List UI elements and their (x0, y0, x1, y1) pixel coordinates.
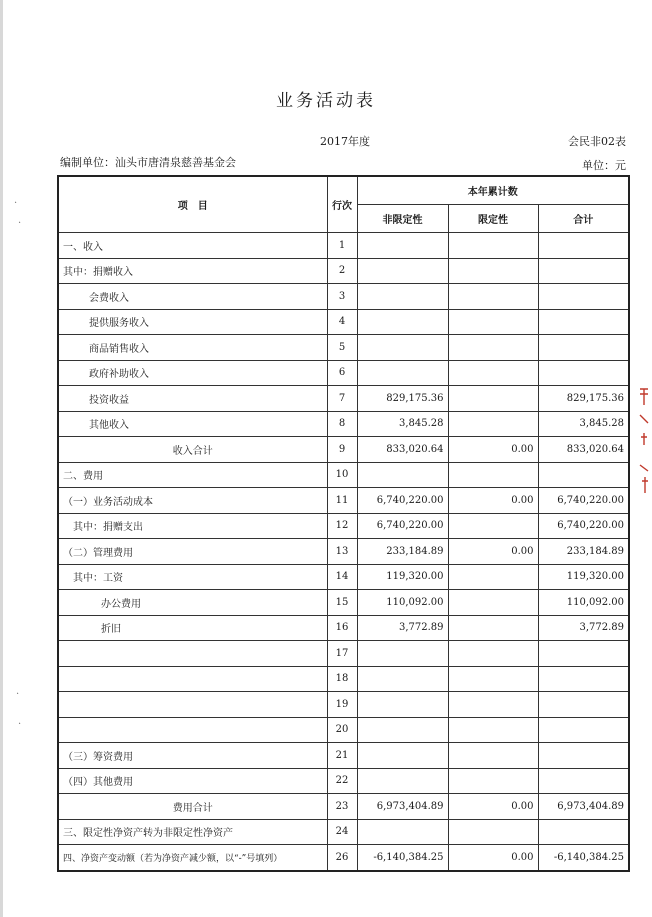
row-restricted: 0.00 (448, 539, 538, 565)
scan-edge (0, 0, 3, 917)
header-total: 合计 (538, 205, 629, 233)
row-unrestricted (357, 768, 448, 794)
row-line: 19 (327, 692, 357, 718)
row-restricted (448, 692, 538, 718)
row-restricted: 0.00 (448, 437, 538, 463)
row-total (538, 819, 629, 845)
table-row (58, 488, 629, 514)
row-restricted (448, 386, 538, 412)
row-label: （一）业务活动成本 (58, 488, 327, 514)
row-unrestricted: 3,845.28 (357, 411, 448, 437)
row-total: 833,020.64 (538, 437, 629, 463)
scan-mark: . (18, 716, 22, 727)
table-row (58, 386, 629, 412)
row-unrestricted: 119,320.00 (357, 564, 448, 590)
row-label: 办公费用 (58, 590, 327, 616)
row-unrestricted: 110,092.00 (357, 590, 448, 616)
row-unrestricted: 233,184.89 (357, 539, 448, 565)
row-line: 10 (327, 462, 357, 488)
row-total (538, 743, 629, 769)
row-label: （三）筹资费用 (58, 743, 327, 769)
row-unrestricted (357, 462, 448, 488)
table-row (58, 564, 629, 590)
row-line: 24 (327, 819, 357, 845)
row-total: 6,740,220.00 (538, 488, 629, 514)
row-line: 5 (327, 335, 357, 361)
row-total (538, 666, 629, 692)
table-row (58, 641, 629, 667)
row-label: 会费收入 (58, 284, 327, 310)
row-restricted (448, 411, 538, 437)
row-line: 4 (327, 309, 357, 335)
row-total (538, 462, 629, 488)
row-total: 233,184.89 (538, 539, 629, 565)
row-restricted (448, 819, 538, 845)
row-line: 16 (327, 615, 357, 641)
table-row (58, 309, 629, 335)
row-label: 费用合计 (58, 794, 327, 820)
row-unrestricted: -6,140,384.25 (357, 845, 448, 871)
row-restricted (448, 641, 538, 667)
row-line: 9 (327, 437, 357, 463)
row-line: 6 (327, 360, 357, 386)
currency-unit-label: 单位：元 (582, 159, 626, 172)
row-restricted (448, 284, 538, 310)
row-line: 23 (327, 794, 357, 820)
row-restricted: 0.00 (448, 488, 538, 514)
row-unrestricted: 833,020.64 (357, 437, 448, 463)
organization-label: 编制单位：汕头市唐清泉慈善基金会 (60, 156, 236, 169)
row-restricted (448, 717, 538, 743)
row-unrestricted (357, 819, 448, 845)
table-row (58, 692, 629, 718)
header-unrestricted: 非限定性 (357, 205, 448, 233)
row-unrestricted (357, 309, 448, 335)
row-unrestricted (357, 641, 448, 667)
table-row (58, 666, 629, 692)
activity-statement-table (57, 175, 630, 872)
row-total (538, 258, 629, 284)
row-line: 17 (327, 641, 357, 667)
table-row (58, 615, 629, 641)
row-label (58, 666, 327, 692)
row-total: 110,092.00 (538, 590, 629, 616)
row-label (58, 641, 327, 667)
table-row (58, 845, 629, 871)
row-line: 13 (327, 539, 357, 565)
row-total: 829,175.36 (538, 386, 629, 412)
row-unrestricted: 6,740,220.00 (357, 513, 448, 539)
table-row (58, 411, 629, 437)
row-label: 其中：捐赠收入 (58, 258, 327, 284)
row-total: 3,772.89 (538, 615, 629, 641)
row-total (538, 717, 629, 743)
row-restricted: 0.00 (448, 845, 538, 871)
row-total (538, 360, 629, 386)
row-unrestricted (357, 666, 448, 692)
row-line: 12 (327, 513, 357, 539)
page-title: 业务活动表 (276, 91, 376, 111)
row-unrestricted (357, 692, 448, 718)
row-label: 四、净资产变动额（若为净资产减少额，以“-”号填列） (58, 845, 327, 871)
row-label: 其中：工资 (58, 564, 327, 590)
row-total: 6,740,220.00 (538, 513, 629, 539)
row-restricted (448, 768, 538, 794)
row-line: 21 (327, 743, 357, 769)
header-cumulative: 本年累计数 (357, 176, 629, 205)
row-label (58, 717, 327, 743)
row-restricted (448, 615, 538, 641)
row-label: 折旧 (58, 615, 327, 641)
row-line: 3 (327, 284, 357, 310)
row-restricted (448, 335, 538, 361)
table-row (58, 258, 629, 284)
row-line: 7 (327, 386, 357, 412)
row-restricted (448, 360, 538, 386)
row-unrestricted (357, 335, 448, 361)
row-total (538, 233, 629, 259)
seal-stamp-icon (638, 385, 650, 495)
row-unrestricted (357, 743, 448, 769)
row-total: 119,320.00 (538, 564, 629, 590)
row-line: 14 (327, 564, 357, 590)
row-label: 提供服务收入 (58, 309, 327, 335)
row-line: 11 (327, 488, 357, 514)
row-unrestricted: 3,772.89 (357, 615, 448, 641)
row-label: 一、收入 (58, 233, 327, 259)
row-total: 6,973,404.89 (538, 794, 629, 820)
row-total (538, 309, 629, 335)
row-label (58, 692, 327, 718)
row-unrestricted: 6,973,404.89 (357, 794, 448, 820)
scan-mark: . (16, 686, 20, 697)
row-line: 20 (327, 717, 357, 743)
row-label: 收入合计 (58, 437, 327, 463)
row-label: （四）其他费用 (58, 768, 327, 794)
row-unrestricted (357, 284, 448, 310)
header-line: 行次 (327, 176, 357, 233)
table-row (58, 590, 629, 616)
row-restricted (448, 743, 538, 769)
row-total (538, 641, 629, 667)
row-label: （二）管理费用 (58, 539, 327, 565)
table-row (58, 768, 629, 794)
row-line: 8 (327, 411, 357, 437)
table-row (58, 233, 629, 259)
row-label: 政府补助收入 (58, 360, 327, 386)
scan-mark: . (14, 195, 18, 206)
row-line: 1 (327, 233, 357, 259)
row-restricted (448, 309, 538, 335)
table-row (58, 539, 629, 565)
row-unrestricted (357, 233, 448, 259)
row-restricted (448, 233, 538, 259)
row-unrestricted: 829,175.36 (357, 386, 448, 412)
row-unrestricted (357, 717, 448, 743)
table-row (58, 462, 629, 488)
row-unrestricted: 6,740,220.00 (357, 488, 448, 514)
row-line: 18 (327, 666, 357, 692)
seal-stamp-fragment (638, 385, 650, 499)
row-restricted (448, 462, 538, 488)
row-line: 22 (327, 768, 357, 794)
row-unrestricted (357, 360, 448, 386)
row-label: 投资收益 (58, 386, 327, 412)
row-restricted (448, 513, 538, 539)
table-row (58, 284, 629, 310)
row-label: 二、费用 (58, 462, 327, 488)
row-label: 商品销售收入 (58, 335, 327, 361)
row-line: 15 (327, 590, 357, 616)
row-unrestricted (357, 258, 448, 284)
table-row (58, 513, 629, 539)
table-row (58, 335, 629, 361)
row-restricted (448, 564, 538, 590)
header-item: 项 目 (58, 176, 327, 233)
table-row (58, 819, 629, 845)
row-line: 2 (327, 258, 357, 284)
table-row (58, 717, 629, 743)
form-code: 会民非02表 (568, 135, 626, 148)
row-total (538, 284, 629, 310)
table-row (58, 437, 629, 463)
row-total (538, 768, 629, 794)
row-label: 其中：捐赠支出 (58, 513, 327, 539)
report-period: 2017年度 (320, 135, 370, 148)
row-total: -6,140,384.25 (538, 845, 629, 871)
row-label: 三、限定性净资产转为非限定性净资产 (58, 819, 327, 845)
row-total (538, 692, 629, 718)
table-row (58, 794, 629, 820)
row-restricted: 0.00 (448, 794, 538, 820)
row-label: 其他收入 (58, 411, 327, 437)
table-row (58, 743, 629, 769)
row-restricted (448, 258, 538, 284)
row-total: 3,845.28 (538, 411, 629, 437)
row-restricted (448, 590, 538, 616)
header-restricted: 限定性 (448, 205, 538, 233)
table-row (58, 360, 629, 386)
row-total (538, 335, 629, 361)
scan-mark: . (18, 215, 22, 226)
row-line: 26 (327, 845, 357, 871)
row-restricted (448, 666, 538, 692)
